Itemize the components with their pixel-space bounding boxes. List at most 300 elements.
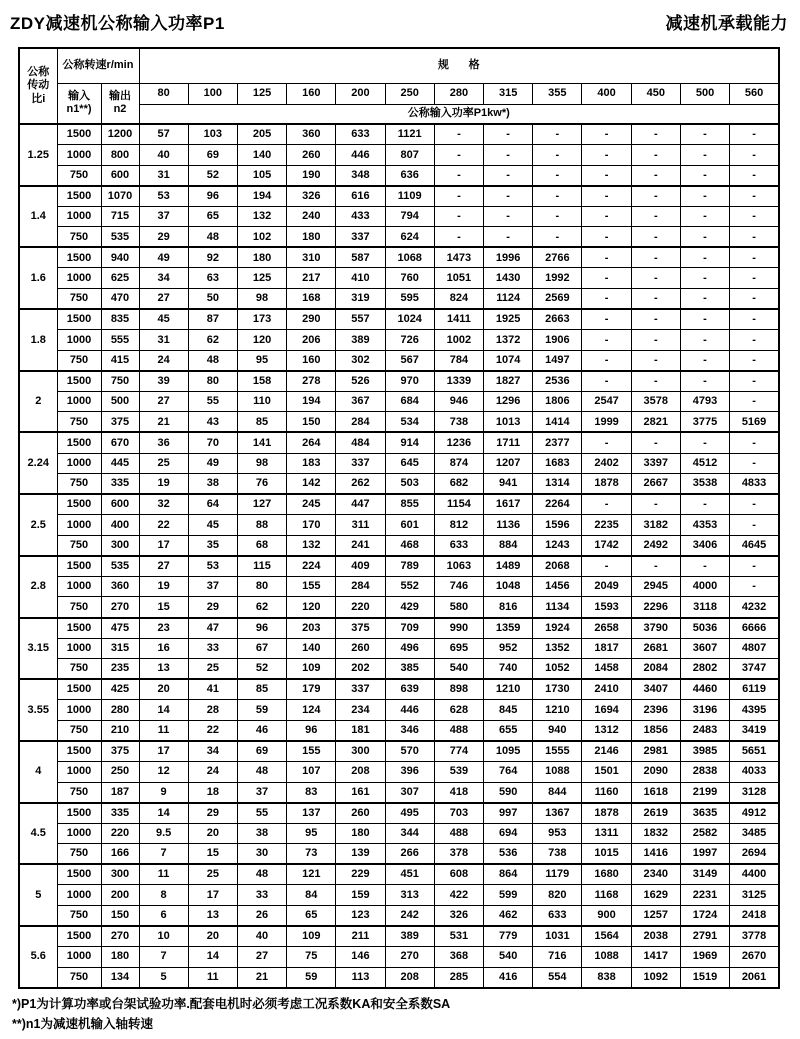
power-value-cell: 1456 [533, 576, 582, 597]
power-value-cell: - [533, 124, 582, 145]
power-value-cell: 65 [188, 206, 237, 227]
power-value-cell: 180 [237, 247, 286, 268]
power-value-cell: 48 [188, 350, 237, 371]
power-value-cell: 27 [139, 556, 188, 577]
power-value-cell: 4400 [730, 864, 779, 885]
power-value-cell: 816 [484, 597, 533, 618]
power-value-cell: 2838 [680, 761, 729, 782]
power-value-cell: 709 [385, 618, 434, 639]
power-value-cell: 1168 [582, 885, 631, 906]
power-value-cell: 29 [139, 227, 188, 248]
power-value-cell: 62 [237, 597, 286, 618]
power-value-cell: - [680, 186, 729, 207]
power-value-cell: 141 [237, 432, 286, 453]
size-header-cell: 400 [582, 83, 631, 104]
table-row [19, 638, 779, 659]
power-value-cell: 2670 [730, 947, 779, 968]
power-value-cell: - [730, 330, 779, 351]
power-value-cell: 2667 [631, 474, 680, 495]
power-value-cell: 123 [336, 905, 385, 926]
power-value-cell: 531 [434, 926, 483, 947]
power-value-cell: 121 [287, 864, 336, 885]
power-value-cell: 1969 [680, 947, 729, 968]
ratio-cell: 1.8 [19, 309, 57, 371]
power-value-cell: 4353 [680, 515, 729, 536]
table-row [19, 823, 779, 844]
power-value-cell: 746 [434, 576, 483, 597]
power-value-cell: - [730, 494, 779, 515]
power-value-cell: - [680, 289, 729, 310]
power-value-cell: - [631, 330, 680, 351]
input-speed-header: 输入 n1**) [57, 83, 101, 124]
power-value-cell: 794 [385, 206, 434, 227]
input-speed-cell: 1500 [57, 803, 101, 824]
power-value-cell: - [680, 556, 729, 577]
output-speed-cell: 300 [101, 535, 139, 556]
power-value-cell: 1925 [484, 309, 533, 330]
power-value-cell: 5169 [730, 412, 779, 433]
output-speed-cell: 280 [101, 700, 139, 721]
power-value-cell: 260 [336, 803, 385, 824]
input-speed-cell: 1500 [57, 371, 101, 392]
power-value-cell: 3182 [631, 515, 680, 536]
power-value-cell: - [730, 227, 779, 248]
power-value-cell: - [680, 145, 729, 166]
power-value-cell: 140 [237, 145, 286, 166]
table-row [19, 803, 779, 824]
power-value-cell: 5651 [730, 741, 779, 762]
power-value-cell: 270 [385, 947, 434, 968]
power-value-cell: 1359 [484, 618, 533, 639]
power-value-cell: 208 [336, 761, 385, 782]
power-value-cell: 599 [484, 885, 533, 906]
power-value-cell: 1832 [631, 823, 680, 844]
power-value-cell: 234 [336, 700, 385, 721]
power-value-cell: 50 [188, 289, 237, 310]
power-value-cell: 15 [188, 844, 237, 865]
power-value-cell: 2582 [680, 823, 729, 844]
power-value-cell: - [730, 309, 779, 330]
power-value-cell: 2981 [631, 741, 680, 762]
power-value-cell: 1414 [533, 412, 582, 433]
power-value-cell: 38 [188, 474, 237, 495]
power-value-cell: 64 [188, 494, 237, 515]
power-value-cell: - [582, 165, 631, 186]
power-value-cell: 266 [385, 844, 434, 865]
power-value-cell: 24 [188, 761, 237, 782]
table-row [19, 864, 779, 885]
ratio-cell: 1.25 [19, 124, 57, 186]
power-value-cell: 240 [287, 206, 336, 227]
power-value-cell: 1074 [484, 350, 533, 371]
power-value-cell: - [434, 165, 483, 186]
power-value-cell: 180 [336, 823, 385, 844]
power-value-cell: 838 [582, 967, 631, 988]
power-value-cell: 194 [287, 391, 336, 412]
power-value-cell: 6119 [730, 679, 779, 700]
output-speed-cell: 535 [101, 556, 139, 577]
power-value-cell: - [484, 165, 533, 186]
power-value-cell: 1134 [533, 597, 582, 618]
power-value-cell: 3118 [680, 597, 729, 618]
power-value-cell: 29 [188, 597, 237, 618]
power-value-cell: 433 [336, 206, 385, 227]
input-speed-cell: 1000 [57, 761, 101, 782]
power-value-cell: - [582, 330, 631, 351]
power-value-cell: 284 [336, 576, 385, 597]
power-value-cell: 35 [188, 535, 237, 556]
output-speed-cell: 470 [101, 289, 139, 310]
power-value-cell: 75 [287, 947, 336, 968]
power-value-cell: 18 [188, 782, 237, 803]
input-speed-cell: 1500 [57, 864, 101, 885]
power-value-cell: 633 [434, 535, 483, 556]
power-value-cell: 1878 [582, 474, 631, 495]
power-value-cell: 63 [188, 268, 237, 289]
power-value-cell: 2619 [631, 803, 680, 824]
power-value-cell: 3125 [730, 885, 779, 906]
power-value-cell: 31 [139, 165, 188, 186]
power-value-cell: 636 [385, 165, 434, 186]
output-speed-cell: 200 [101, 885, 139, 906]
power-value-cell: 488 [434, 823, 483, 844]
power-value-cell: 38 [237, 823, 286, 844]
power-value-cell: 21 [139, 412, 188, 433]
power-value-cell: 874 [434, 453, 483, 474]
page-title-right: 减速机承载能力 [665, 14, 788, 33]
output-speed-cell: 400 [101, 515, 139, 536]
power-value-cell: 36 [139, 432, 188, 453]
input-speed-cell: 1000 [57, 391, 101, 412]
power-value-cell: 155 [287, 576, 336, 597]
footnotes [12, 994, 800, 1034]
power-value-cell: 1906 [533, 330, 582, 351]
power-value-cell: 26 [237, 905, 286, 926]
power-value-cell: 2945 [631, 576, 680, 597]
power-value-cell: 953 [533, 823, 582, 844]
power-value-cell: 1519 [680, 967, 729, 988]
input-speed-cell: 1500 [57, 247, 101, 268]
power-value-cell: 47 [188, 618, 237, 639]
power-value-cell: - [434, 124, 483, 145]
power-value-cell: 446 [336, 145, 385, 166]
power-value-cell: 3128 [730, 782, 779, 803]
power-value-cell: 1629 [631, 885, 680, 906]
table-row [19, 371, 779, 392]
power-value-cell: 2402 [582, 453, 631, 474]
power-value-cell: 6666 [730, 618, 779, 639]
table-row [19, 761, 779, 782]
power-value-cell: 264 [287, 432, 336, 453]
power-value-cell: 580 [434, 597, 483, 618]
power-value-cell: 48 [237, 864, 286, 885]
power-value-cell: 1555 [533, 741, 582, 762]
power-value-cell: - [730, 432, 779, 453]
power-value-cell: 1088 [533, 761, 582, 782]
power-value-cell: 378 [434, 844, 483, 865]
power-value-cell: 590 [484, 782, 533, 803]
power-value-cell: 2296 [631, 597, 680, 618]
power-value-cell: 385 [385, 659, 434, 680]
power-value-cell: 624 [385, 227, 434, 248]
power-value-cell: - [582, 289, 631, 310]
power-value-cell: 4833 [730, 474, 779, 495]
output-speed-cell: 600 [101, 494, 139, 515]
output-speed-cell: 600 [101, 165, 139, 186]
power-value-cell: 181 [336, 720, 385, 741]
power-value-cell: 260 [287, 145, 336, 166]
table-row [19, 165, 779, 186]
speed-column-header: 公称转速r/min [57, 48, 139, 83]
power-value-cell: 7 [139, 947, 188, 968]
power-value-cell: 1031 [533, 926, 582, 947]
power-value-cell: - [582, 124, 631, 145]
power-value-cell: 1124 [484, 289, 533, 310]
power-value-cell: 220 [336, 597, 385, 618]
power-value-cell: - [582, 268, 631, 289]
power-value-cell: 262 [336, 474, 385, 495]
power-value-cell: - [730, 556, 779, 577]
power-value-cell: 740 [484, 659, 533, 680]
table-row [19, 967, 779, 988]
power-value-cell: - [582, 494, 631, 515]
power-value-cell: 11 [139, 864, 188, 885]
size-header-cell: 200 [336, 83, 385, 104]
power-value-cell: 21 [237, 967, 286, 988]
power-value-cell: 39 [139, 371, 188, 392]
power-value-cell: - [631, 247, 680, 268]
power-value-cell: 1063 [434, 556, 483, 577]
power-value-cell: - [582, 227, 631, 248]
power-value-cell: 774 [434, 741, 483, 762]
power-value-cell: 1497 [533, 350, 582, 371]
table-row [19, 206, 779, 227]
table-row [19, 720, 779, 741]
power-value-cell: 160 [287, 350, 336, 371]
power-value-cell: 29 [188, 803, 237, 824]
power-value-cell: - [582, 350, 631, 371]
power-value-cell: 1489 [484, 556, 533, 577]
size-header-cell: 160 [287, 83, 336, 104]
power-value-cell: 109 [287, 926, 336, 947]
power-value-cell: 346 [385, 720, 434, 741]
power-value-cell: 468 [385, 535, 434, 556]
power-value-cell: 52 [188, 165, 237, 186]
power-value-cell: 1136 [484, 515, 533, 536]
power-value-cell: 416 [484, 967, 533, 988]
power-value-cell: 1052 [533, 659, 582, 680]
power-value-cell: 98 [237, 453, 286, 474]
power-value-cell: 1339 [434, 371, 483, 392]
power-value-cell: 113 [336, 967, 385, 988]
power-value-cell: 389 [385, 926, 434, 947]
power-value-cell: 14 [139, 700, 188, 721]
power-value-cell: - [730, 453, 779, 474]
power-value-cell: - [730, 371, 779, 392]
table-row [19, 330, 779, 351]
power-value-cell: 241 [336, 535, 385, 556]
power-value-cell: - [680, 494, 729, 515]
power-value-cell: 2146 [582, 741, 631, 762]
table-row [19, 905, 779, 926]
power-value-cell: - [582, 145, 631, 166]
input-speed-cell: 1000 [57, 145, 101, 166]
power-value-cell: 2235 [582, 515, 631, 536]
power-value-cell: 5 [139, 967, 188, 988]
power-value-cell: 33 [188, 638, 237, 659]
power-value-cell: 812 [434, 515, 483, 536]
output-speed-cell: 555 [101, 330, 139, 351]
table-row [19, 576, 779, 597]
power-value-cell: 80 [188, 371, 237, 392]
power-value-cell: 120 [287, 597, 336, 618]
power-value-cell: 952 [484, 638, 533, 659]
power-value-cell: - [680, 432, 729, 453]
power-value-cell: 17 [139, 535, 188, 556]
power-rating-table [18, 47, 780, 989]
power-value-cell: - [680, 227, 729, 248]
power-value-cell: 13 [139, 659, 188, 680]
power-value-cell: - [582, 309, 631, 330]
power-value-cell: - [730, 124, 779, 145]
output-speed-cell: 270 [101, 926, 139, 947]
power-value-cell: - [730, 165, 779, 186]
power-value-cell: 1024 [385, 309, 434, 330]
power-value-cell: 1996 [484, 247, 533, 268]
output-speed-cell: 360 [101, 576, 139, 597]
power-value-cell: 2483 [680, 720, 729, 741]
power-value-cell: - [533, 165, 582, 186]
power-value-cell: 25 [139, 453, 188, 474]
power-value-cell: 76 [237, 474, 286, 495]
power-value-cell: 146 [336, 947, 385, 968]
output-speed-cell: 180 [101, 947, 139, 968]
power-value-cell: 110 [237, 391, 286, 412]
table-row [19, 227, 779, 248]
power-value-cell: 3538 [680, 474, 729, 495]
power-value-cell: 62 [188, 330, 237, 351]
power-value-cell: 1501 [582, 761, 631, 782]
power-value-cell: 914 [385, 432, 434, 453]
power-value-cell: 567 [385, 350, 434, 371]
power-value-cell: 3578 [631, 391, 680, 412]
power-value-cell: 2377 [533, 432, 582, 453]
output-speed-cell: 625 [101, 268, 139, 289]
power-value-cell: 22 [188, 720, 237, 741]
power-value-cell: 85 [237, 679, 286, 700]
size-header-cell: 560 [730, 83, 779, 104]
power-value-cell: 552 [385, 576, 434, 597]
page-title-left: ZDY减速机公称输入功率P1 [10, 14, 225, 33]
power-value-cell: 139 [336, 844, 385, 865]
power-value-cell: 27 [237, 947, 286, 968]
power-value-cell: 1154 [434, 494, 483, 515]
power-value-cell: - [631, 186, 680, 207]
power-value-cell: 1372 [484, 330, 533, 351]
power-value-cell: - [680, 247, 729, 268]
input-speed-cell: 750 [57, 412, 101, 433]
power-value-cell: 27 [139, 391, 188, 412]
power-value-cell: 310 [287, 247, 336, 268]
table-row [19, 597, 779, 618]
power-value-cell: 49 [188, 453, 237, 474]
power-value-cell: 211 [336, 926, 385, 947]
power-value-cell: 17 [139, 741, 188, 762]
power-value-cell: 396 [385, 761, 434, 782]
input-speed-cell: 1500 [57, 186, 101, 207]
ratio-cell: 1.4 [19, 186, 57, 248]
power-value-cell: 855 [385, 494, 434, 515]
power-value-cell: 96 [287, 720, 336, 741]
input-speed-cell: 750 [57, 782, 101, 803]
table-row [19, 247, 779, 268]
power-value-cell: 48 [237, 761, 286, 782]
power-value-cell: 37 [188, 576, 237, 597]
input-speed-cell: 1000 [57, 885, 101, 906]
power-value-cell: 59 [237, 700, 286, 721]
power-value-cell: 224 [287, 556, 336, 577]
power-value-cell: 1817 [582, 638, 631, 659]
power-value-cell: 1352 [533, 638, 582, 659]
power-value-cell: 1121 [385, 124, 434, 145]
power-value-cell: 1048 [484, 576, 533, 597]
power-value-cell: 11 [188, 967, 237, 988]
input-speed-cell: 750 [57, 967, 101, 988]
power-value-cell: 33 [237, 885, 286, 906]
title-bar [0, 0, 800, 34]
output-speed-cell: 715 [101, 206, 139, 227]
output-speed-cell: 315 [101, 638, 139, 659]
power-value-cell: 6 [139, 905, 188, 926]
power-value-cell: 115 [237, 556, 286, 577]
power-value-cell: 570 [385, 741, 434, 762]
power-value-cell: - [434, 206, 483, 227]
power-value-cell: 2049 [582, 576, 631, 597]
power-value-cell: 37 [237, 782, 286, 803]
ratio-cell: 2 [19, 371, 57, 433]
power-value-cell: - [533, 206, 582, 227]
power-value-cell: 418 [434, 782, 483, 803]
power-value-cell: - [680, 350, 729, 371]
output-speed-cell: 335 [101, 474, 139, 495]
power-value-cell: 4912 [730, 803, 779, 824]
power-value-cell: 17 [188, 885, 237, 906]
power-value-cell: 540 [434, 659, 483, 680]
power-value-cell: 682 [434, 474, 483, 495]
power-value-cell: 27 [139, 289, 188, 310]
table-row [19, 947, 779, 968]
power-value-cell: 84 [287, 885, 336, 906]
power-value-cell: 24 [139, 350, 188, 371]
power-value-cell: 845 [484, 700, 533, 721]
power-value-cell: 285 [434, 967, 483, 988]
power-value-cell: 3397 [631, 453, 680, 474]
power-value-cell: 633 [533, 905, 582, 926]
power-value-cell: 451 [385, 864, 434, 885]
power-value-cell: 1596 [533, 515, 582, 536]
size-header-cell: 500 [680, 83, 729, 104]
output-speed-cell: 187 [101, 782, 139, 803]
power-value-cell: 52 [237, 659, 286, 680]
power-value-cell: 98 [237, 289, 286, 310]
output-speed-cell: 270 [101, 597, 139, 618]
power-value-cell: 1296 [484, 391, 533, 412]
power-value-cell: 446 [385, 700, 434, 721]
power-value-cell: 2663 [533, 309, 582, 330]
input-speed-cell: 1000 [57, 330, 101, 351]
power-value-cell: 319 [336, 289, 385, 310]
power-value-cell: 173 [237, 309, 286, 330]
